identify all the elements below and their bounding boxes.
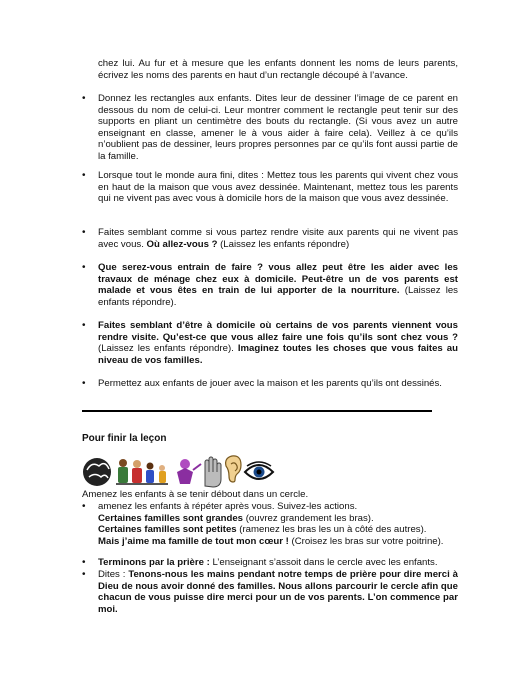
repeat-line-2-rest: (ramenez les bras les un à côté des autres).: [236, 524, 427, 536]
bullet-marker: •: [82, 262, 86, 273]
prayer-text: L’enseignant s’assoit dans le cercle avec les enfants.: [209, 557, 438, 568]
home-text: Faites semblant d’être à domicile où certains de vos parents viennent vous rendre visite. Qu’est-ce que vous allez faire une fois qu’ils sont chez vous ?: [98, 320, 458, 343]
repeat-instruction: amenez les enfants à répéter après vous. Suivez-les actions.: [98, 501, 358, 512]
hand-icon: [205, 457, 221, 487]
bullet-marker: •: [82, 501, 86, 512]
visit-question: Où allez-vous ?: [146, 238, 218, 250]
say-label: Dites :: [98, 569, 129, 580]
say-text: Tenons-nous les mains pendant notre temps de prière pour dire merci à Dieu de nous avoir donné des familles. Nous allons parcourir le cercle afin que chacun de vous puisse dire merci pour un de vos parents. L’on commence par moi.: [98, 569, 459, 615]
repeat-line-1-rest: (ouvrez grandement les bras).: [243, 512, 374, 524]
closing-item-say: [98, 569, 458, 615]
closing-item-repeat: [98, 501, 458, 547]
bullet-marker: •: [82, 378, 86, 389]
repeat-line-3-rest: (Croisez les bras sur votre poitrine).: [288, 535, 444, 547]
bullet-marker: •: [82, 93, 86, 104]
visit-text: Faites semblant comme si vous partez rendre visite aux parents qui ne vivent pas avec vous.: [98, 227, 458, 250]
repeat-line-2-bold: Certaines familles sont petites: [98, 524, 237, 536]
bullet-item-play: Permettez aux enfants de jouer avec la maison et les parents qu’ils ont dessinés.: [98, 378, 442, 389]
person-figure-icon: [177, 459, 201, 484]
bullet-item-house: Lorsque tout le monde aura fini, dites : Mettez tous les parents qui vivent chez vous en haut de la maison que vous avez dessinée. Maintenant, mettez tous les parents qui ne vivent pas avec vous à domicile hors de la maison que vous avez dessinée.: [98, 170, 458, 205]
repeat-line-2: [98, 524, 458, 536]
bullet-marker: •: [82, 320, 86, 331]
repeat-line-1: [98, 513, 458, 525]
doing-text: Que serez-vous entrain de faire ? vous allez peut être les aider avec les travaux de ménage chez eux à domicile. Peut-être un de vos parents est malade et vous êtes en train de lui apporter de la nourriture.: [98, 262, 458, 297]
doing-tail: (Laissez les enfants répondre).: [98, 285, 458, 308]
bullet-marker: •: [82, 557, 86, 568]
repeat-line-1-bold: Certaines familles sont grandes: [98, 512, 244, 524]
repeat-line-3: [98, 536, 458, 548]
closing-item-prayer: [98, 557, 458, 569]
bullet-marker: •: [82, 227, 86, 238]
bullet-item-visit: [98, 227, 458, 250]
home-text-2: Imaginez toutes les choses que vous faites au niveau de vos familles.: [98, 343, 458, 366]
section-divider: [82, 410, 432, 412]
lead-paragraph: chez lui. Au fur et à mesure que les enfants donnent les noms de leurs parents, écrivez les noms des parents en haut d’un rectangle découpé à l’avance.: [98, 58, 458, 81]
icon-strip: [81, 452, 281, 492]
family-icon: [116, 459, 168, 485]
visit-tail: (Laissez les enfants répondre): [217, 238, 350, 250]
eye-icon: [245, 462, 273, 479]
bullet-marker: •: [82, 170, 86, 181]
bullet-item-rectangles: Donnez les rectangles aux enfants. Dites leur de dessiner l’image de ce parent en dessous du nom de celui-ci. Leur montrer comment le rectangle peut tenir sur des supports en pliant un centimètre des bouts du rectangle. (Si vous avez un autre enseignant en classe, amener le à vous aider à faire cela). Veillez à ce qu’ils n’oublient pas de dessiner, leurs propres personnes par ce qu’ils font aussi partie de la famille.: [98, 93, 458, 162]
home-mid: (Laissez les enfants répondre).: [98, 343, 238, 355]
brain-icon: [83, 458, 111, 486]
prayer-label: Terminons par la prière :: [98, 557, 210, 568]
bullet-item-doing: [98, 262, 458, 308]
bullet-item-home: [98, 320, 458, 366]
section-heading: Pour finir la leçon: [82, 433, 167, 444]
repeat-line-3-bold: Mais j’aime ma famille de tout mon cœur !: [98, 535, 289, 547]
closing-intro: Amenez les enfants à se tenir débout dans un cercle.: [82, 489, 309, 500]
ear-icon: [226, 456, 241, 482]
bullet-marker: •: [82, 569, 86, 580]
